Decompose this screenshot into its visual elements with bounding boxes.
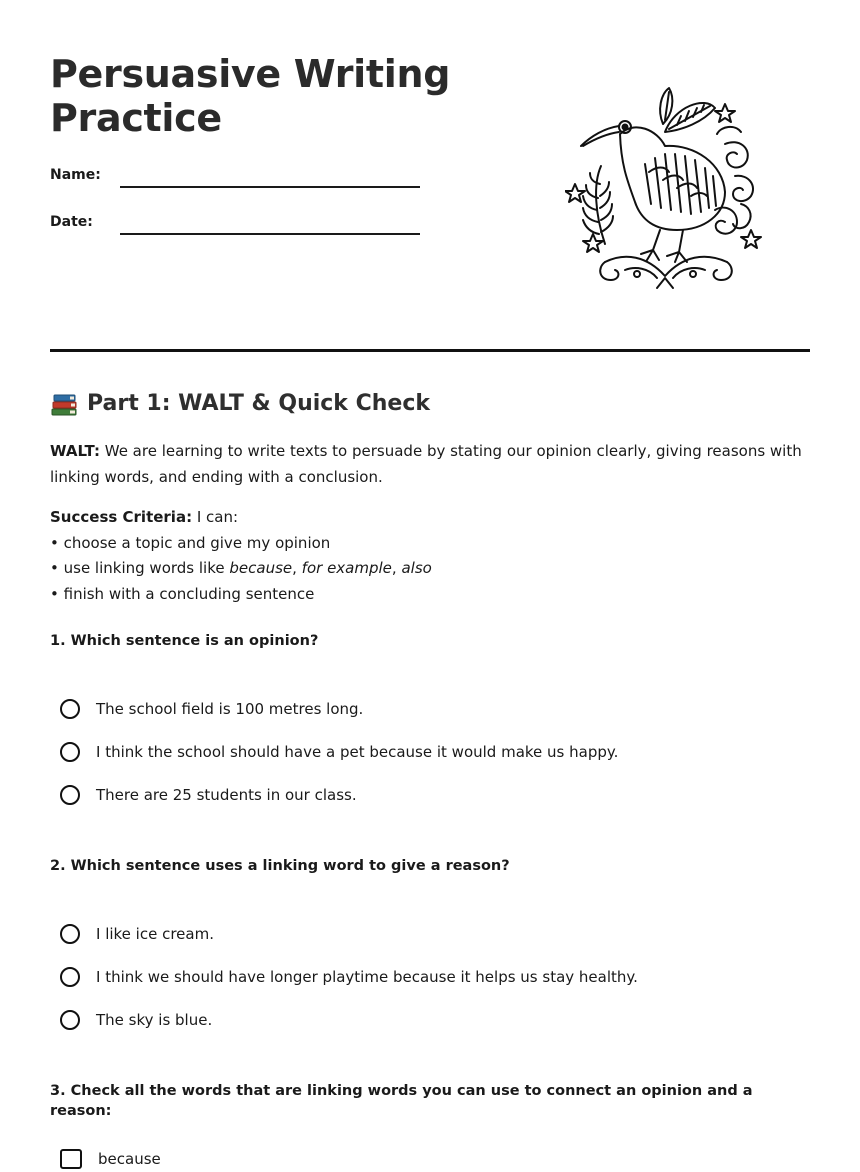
success-criteria-heading bbox=[50, 505, 810, 531]
option-label: I think the school should have a pet because it would make us happy. bbox=[96, 743, 619, 761]
date-label: Date: bbox=[50, 214, 93, 230]
radio-button[interactable] bbox=[60, 967, 80, 987]
checkbox[interactable] bbox=[60, 1149, 82, 1169]
success-criteria bbox=[50, 505, 810, 607]
part1-heading bbox=[50, 388, 430, 420]
radio-button[interactable] bbox=[60, 1010, 80, 1030]
part1-heading-text: Part 1: WALT & Quick Check bbox=[87, 391, 430, 416]
example-because: because bbox=[229, 559, 293, 577]
walt-paragraph bbox=[50, 438, 810, 490]
q3-option-1[interactable] bbox=[60, 1146, 161, 1172]
option-label: The sky is blue. bbox=[96, 1011, 213, 1029]
option-label: I like ice cream. bbox=[96, 925, 214, 943]
date-field[interactable] bbox=[50, 213, 430, 237]
radio-button[interactable] bbox=[60, 785, 80, 805]
radio-button[interactable] bbox=[60, 742, 80, 762]
books-icon bbox=[50, 391, 78, 417]
title-line-1: Persuasive Writing bbox=[50, 52, 451, 96]
walt-label: WALT: bbox=[50, 442, 100, 460]
question-1: 1. Which sentence is an opinion? bbox=[50, 633, 319, 649]
option-label: because bbox=[98, 1150, 161, 1168]
q2-option-1[interactable] bbox=[60, 921, 214, 947]
option-label: There are 25 students in our class. bbox=[96, 786, 357, 804]
success-criteria-intro: I can: bbox=[192, 508, 239, 526]
radio-button[interactable] bbox=[60, 924, 80, 944]
walt-text: We are learning to write texts to persuade by stating our opinion clearly, giving reasons with linking words, and ending with a conclusion. bbox=[50, 442, 802, 486]
option-label: The school field is 100 metres long. bbox=[96, 700, 364, 718]
q2-option-3[interactable] bbox=[60, 1007, 212, 1033]
header-divider bbox=[50, 349, 810, 352]
q1-option-1[interactable] bbox=[60, 696, 363, 722]
q1-option-3[interactable] bbox=[60, 782, 357, 808]
success-criteria-label: Success Criteria: bbox=[50, 508, 193, 526]
example-also: also bbox=[401, 559, 432, 577]
example-separator: , bbox=[292, 559, 302, 577]
title-line-2: Practice bbox=[50, 96, 222, 140]
kiwi-bird-illustration-icon bbox=[565, 84, 775, 294]
name-line[interactable] bbox=[120, 186, 420, 188]
date-line[interactable] bbox=[120, 233, 420, 235]
worksheet-title bbox=[50, 52, 450, 140]
criteria-item: • finish with a concluding sentence bbox=[50, 584, 315, 603]
option-label: I think we should have longer playtime because it helps us stay healthy. bbox=[96, 968, 638, 986]
question-2: 2. Which sentence uses a linking word to give a reason? bbox=[50, 858, 510, 874]
question-3: 3. Check all the words that are linking words you can use to connect an opinion and a reason: bbox=[50, 1083, 753, 1119]
name-label: Name: bbox=[50, 167, 101, 183]
q2-option-2[interactable] bbox=[60, 964, 638, 990]
example-for-example: for example bbox=[301, 559, 392, 577]
radio-button[interactable] bbox=[60, 699, 80, 719]
q1-option-2[interactable] bbox=[60, 739, 618, 765]
name-field[interactable] bbox=[50, 166, 430, 190]
criteria-item-text: • use linking words like bbox=[50, 559, 230, 577]
criteria-item bbox=[50, 556, 810, 582]
criteria-item: • choose a topic and give my opinion bbox=[50, 533, 331, 552]
example-separator: , bbox=[391, 559, 402, 577]
